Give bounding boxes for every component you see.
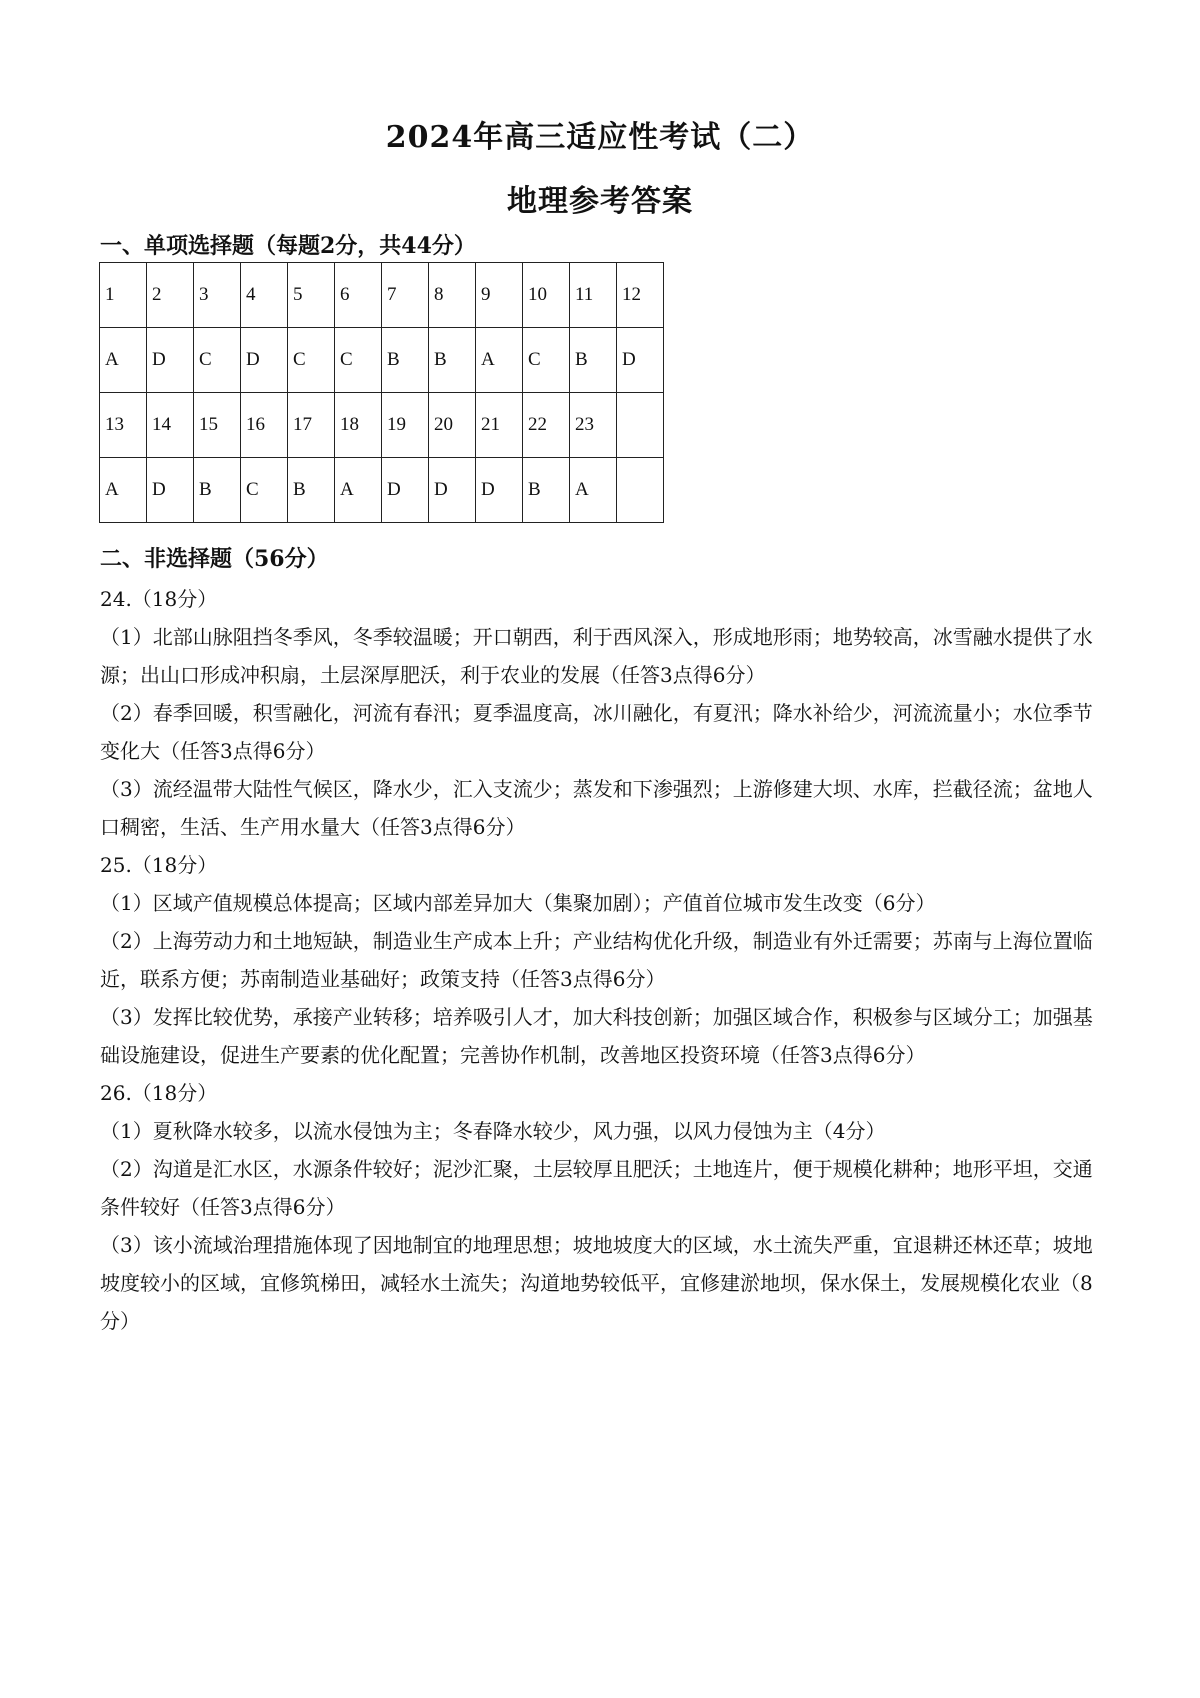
question-number: 26.（18分） bbox=[100, 1081, 218, 1105]
question-number: 25.（18分） bbox=[100, 853, 218, 877]
table-cell: 12 bbox=[617, 263, 664, 328]
table-cell: A bbox=[476, 328, 523, 393]
answer-part: （2）上海劳动力和土地短缺，制造业生产成本上升；产业结构优化升级，制造业有外迁需要；苏南与上海位置临近，联系方便；苏南制造业基础好；政策支持（任答3点得6分） bbox=[100, 929, 1093, 991]
section-heading-choice: 一、单项选择题（每题2分，共44分） bbox=[100, 233, 476, 259]
table-row bbox=[100, 263, 664, 328]
answer-part: （2）春季回暖，积雪融化，河流有春汛；夏季温度高，冰川融化，有夏汛；降水补给少，河流流量小；水位季节变化大（任答3点得6分） bbox=[100, 701, 1093, 763]
table-cell: 13 bbox=[100, 393, 147, 458]
table-cell: 18 bbox=[335, 393, 382, 458]
table-cell: B bbox=[429, 328, 476, 393]
table-cell: 1 bbox=[100, 263, 147, 328]
table-cell: 2 bbox=[147, 263, 194, 328]
table-cell bbox=[617, 458, 664, 523]
table-cell: 20 bbox=[429, 393, 476, 458]
table-cell: 16 bbox=[241, 393, 288, 458]
table-cell bbox=[617, 393, 664, 458]
table-cell: D bbox=[617, 328, 664, 393]
question-number: 24.（18分） bbox=[100, 587, 218, 611]
table-cell: 5 bbox=[288, 263, 335, 328]
table-cell: 8 bbox=[429, 263, 476, 328]
free-response-answers bbox=[100, 580, 1105, 1340]
table-cell: 14 bbox=[147, 393, 194, 458]
table-cell: B bbox=[194, 458, 241, 523]
section-heading-free-response: 二、非选择题（56分） bbox=[100, 546, 329, 572]
table-cell: C bbox=[194, 328, 241, 393]
table-cell: 21 bbox=[476, 393, 523, 458]
table-cell: C bbox=[335, 328, 382, 393]
table-cell: D bbox=[429, 458, 476, 523]
page-subtitle: 地理参考答案 bbox=[507, 184, 693, 219]
table-cell: 22 bbox=[523, 393, 570, 458]
table-cell: A bbox=[100, 328, 147, 393]
table-cell: 11 bbox=[570, 263, 617, 328]
table-cell: D bbox=[476, 458, 523, 523]
table-row bbox=[100, 393, 664, 458]
table-cell: 17 bbox=[288, 393, 335, 458]
table-cell: 4 bbox=[241, 263, 288, 328]
table-cell: 9 bbox=[476, 263, 523, 328]
answer-part: （1）北部山脉阻挡冬季风，冬季较温暖；开口朝西，利于西风深入，形成地形雨；地势较高，冰雪融水提供了水源；出山口形成冲积扇，土层深厚肥沃，利于农业的发展（任答3点得6分） bbox=[100, 625, 1093, 687]
table-cell: A bbox=[570, 458, 617, 523]
table-cell: A bbox=[100, 458, 147, 523]
table-cell: 3 bbox=[194, 263, 241, 328]
table-cell: B bbox=[382, 328, 429, 393]
table-cell: 10 bbox=[523, 263, 570, 328]
table-cell: 6 bbox=[335, 263, 382, 328]
table-cell: B bbox=[288, 458, 335, 523]
table-cell: C bbox=[288, 328, 335, 393]
answer-part: （3）发挥比较优势，承接产业转移；培养吸引人才，加大科技创新；加强区域合作，积极参与区域分工；加强基础设施建设，促进生产要素的优化配置；完善协作机制，改善地区投资环境（任答3点得6分） bbox=[100, 1005, 1093, 1067]
table-cell: 15 bbox=[194, 393, 241, 458]
page-title: 2024年高三适应性考试（二） bbox=[385, 120, 815, 155]
table-cell: D bbox=[147, 458, 194, 523]
table-cell: C bbox=[241, 458, 288, 523]
answer-table bbox=[99, 262, 664, 523]
answer-part: （3）流经温带大陆性气候区，降水少，汇入支流少；蒸发和下渗强烈；上游修建大坝、水库，拦截径流；盆地人口稠密，生活、生产用水量大（任答3点得6分） bbox=[100, 777, 1093, 839]
table-cell: C bbox=[523, 328, 570, 393]
table-cell: D bbox=[382, 458, 429, 523]
table-cell: B bbox=[570, 328, 617, 393]
table-row bbox=[100, 458, 664, 523]
answer-part: （2）沟道是汇水区，水源条件较好；泥沙汇聚，土层较厚且肥沃；土地连片，便于规模化耕种；地形平坦，交通条件较好（任答3点得6分） bbox=[100, 1157, 1093, 1219]
answer-part: （3）该小流域治理措施体现了因地制宜的地理思想；坡地坡度大的区域，水土流失严重，宜退耕还林还草；坡地坡度较小的区域，宜修筑梯田，减轻水土流失；沟道地势较低平，宜修建淤地坝，保水保土，发展规模化农业（8分） bbox=[100, 1233, 1093, 1333]
table-row bbox=[100, 328, 664, 393]
table-cell: D bbox=[241, 328, 288, 393]
table-cell: A bbox=[335, 458, 382, 523]
table-cell: B bbox=[523, 458, 570, 523]
table-cell: D bbox=[147, 328, 194, 393]
answer-part: （1）区域产值规模总体提高；区域内部差异加大（集聚加剧）；产值首位城市发生改变（6分） bbox=[100, 891, 936, 915]
answer-part: （1）夏秋降水较多，以流水侵蚀为主；冬春降水较少，风力强，以风力侵蚀为主（4分） bbox=[100, 1119, 886, 1143]
table-cell: 7 bbox=[382, 263, 429, 328]
table-cell: 23 bbox=[570, 393, 617, 458]
table-cell: 19 bbox=[382, 393, 429, 458]
